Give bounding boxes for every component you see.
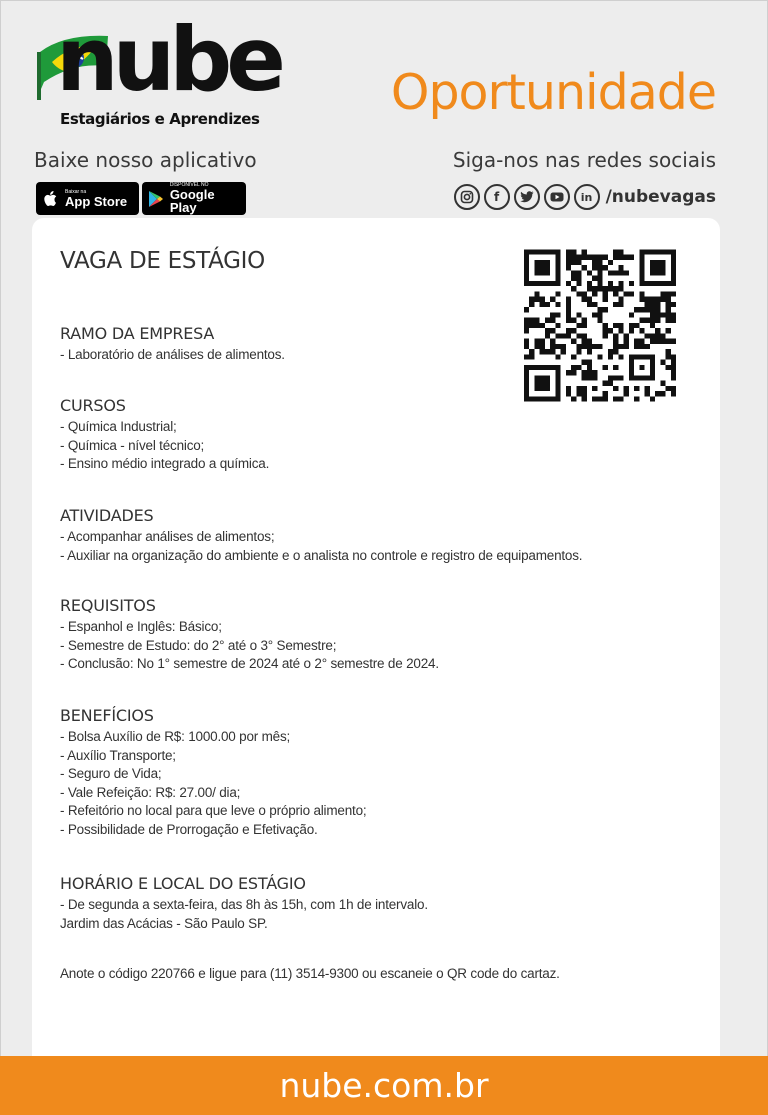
section-heading: RAMO DA EMPRESA	[60, 324, 215, 343]
section-heading: ATIVIDADES	[60, 506, 154, 525]
google-play-icon	[148, 189, 165, 209]
list-item: - Bolsa Auxílio de R$: 1000.00 por mês;	[60, 729, 291, 744]
page-headline: Oportunidade	[390, 64, 716, 121]
nube-logo[interactable]	[34, 8, 280, 134]
social-links	[454, 184, 716, 210]
section-company-branch	[60, 324, 285, 365]
section-heading: HORÁRIO E LOCAL DO ESTÁGIO	[60, 874, 306, 893]
app-store-small-text: Baixar na	[65, 188, 87, 195]
list-item: - Vale Refeição: R$: 27.00/ dia;	[60, 784, 241, 800]
google-play-button[interactable]	[142, 182, 246, 215]
qr-code-icon[interactable]	[524, 248, 676, 403]
list-item: - Refeitório no local para que leve o próprio alimento;	[60, 803, 367, 818]
social-follow-label: Siga-nos nas redes sociais	[452, 148, 716, 172]
list-item: - Acompanhar análises de alimentos;	[60, 529, 275, 544]
job-card	[32, 218, 720, 1068]
list-item: - Auxiliar na organização do ambiente e o analista no controle e registro de equipamentos.	[60, 547, 583, 563]
list-item: - Seguro de Vida;	[60, 766, 162, 781]
instagram-icon[interactable]	[454, 184, 480, 210]
apple-icon	[42, 189, 60, 209]
list-item: - Química Industrial;	[60, 419, 177, 434]
linkedin-icon[interactable]: in	[574, 184, 600, 210]
section-benefits	[60, 706, 366, 839]
app-store-button[interactable]	[36, 182, 139, 215]
list-item: - Espanhol e Inglês: Básico;	[60, 619, 222, 634]
list-item: - Semestre de Estudo: do 2° até o 3° Semestre;	[60, 637, 337, 653]
footer-url-link[interactable]: nube.com.br	[279, 1066, 489, 1105]
social-handle[interactable]: /nubevagas	[605, 187, 716, 207]
list-item: - Ensino médio integrado a química.	[60, 456, 270, 471]
facebook-icon[interactable]: f	[484, 184, 510, 210]
footer-bar	[0, 1056, 768, 1115]
app-store-big-text: App Store	[65, 193, 128, 209]
list-item: - Laboratório de análises de alimentos.	[60, 347, 285, 362]
app-download-label: Baixe nosso aplicativo	[34, 148, 257, 172]
contact-note: Anote o código 220766 e ligue para (11) 3514-9300 ou escaneie o QR code do cartaz.	[60, 966, 560, 981]
logo-wordmark: nube	[56, 8, 280, 111]
youtube-icon[interactable]	[544, 184, 570, 210]
list-item: Jardim das Acácias - São Paulo SP.	[60, 915, 268, 931]
google-play-big-text: Google Play	[169, 187, 215, 215]
list-item: - De segunda a sexta-feira, das 8h às 15h, com 1h de intervalo.	[60, 897, 428, 912]
section-heading: REQUISITOS	[60, 596, 156, 615]
section-activities	[60, 506, 582, 565]
job-title: VAGA DE ESTÁGIO	[60, 248, 265, 274]
section-courses	[60, 396, 269, 474]
section-heading: CURSOS	[60, 396, 126, 415]
section-schedule-location	[60, 874, 428, 933]
section-heading: BENEFÍCIOS	[60, 706, 154, 725]
list-item: - Auxílio Transporte;	[60, 747, 176, 763]
twitter-icon[interactable]	[514, 184, 540, 210]
list-item: - Possibilidade de Prorrogação e Efetivação.	[60, 821, 318, 837]
section-requirements	[60, 596, 439, 674]
logo-subtitle: Estagiários e Aprendizes	[60, 110, 260, 128]
google-play-small-text: DISPONÍVEL NO	[169, 182, 209, 188]
list-item: - Química - nível técnico;	[60, 437, 205, 453]
list-item: - Conclusão: No 1° semestre de 2024 até o 2° semestre de 2024.	[60, 656, 439, 671]
